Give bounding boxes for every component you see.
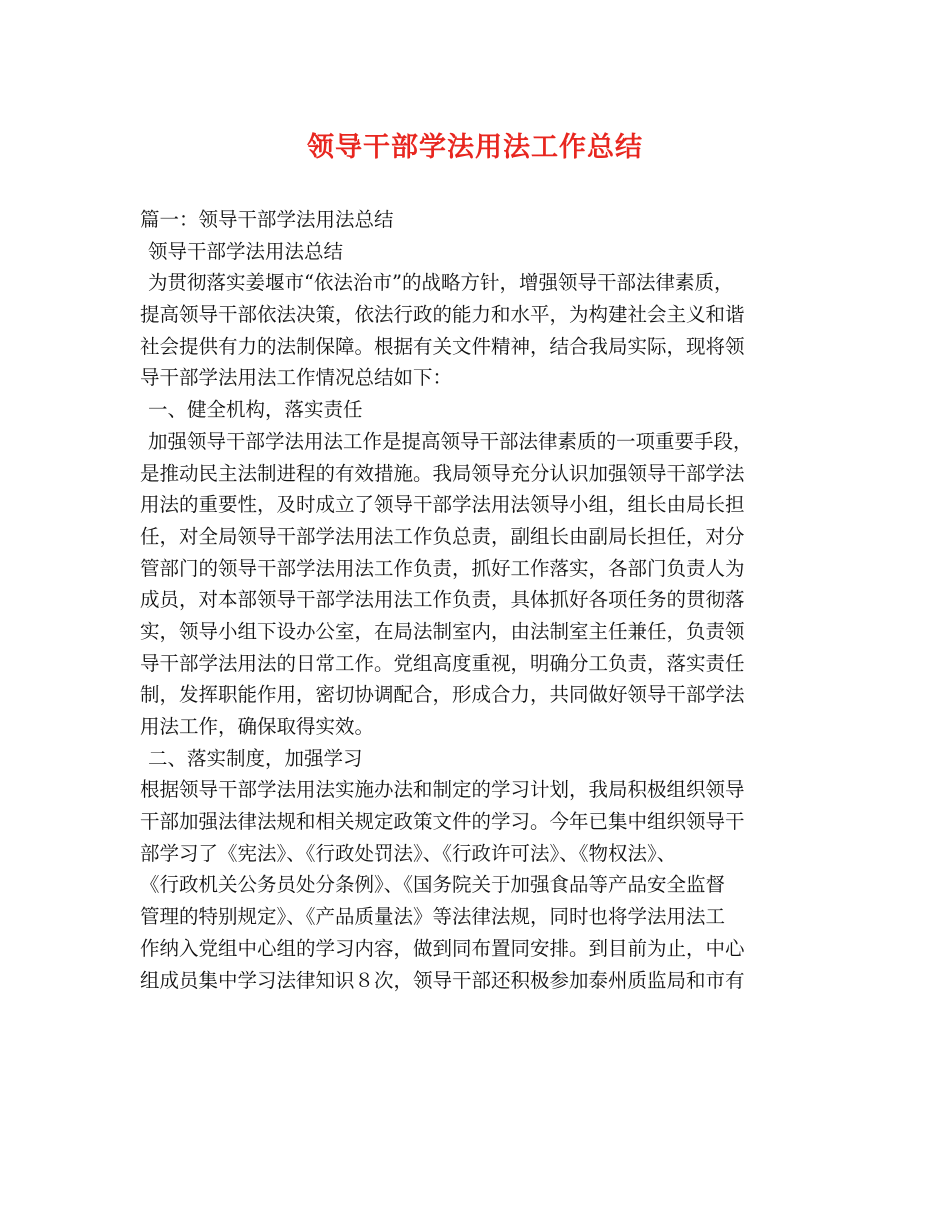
body-line: 成员，对本部领导干部学法用法工作负责，具体抓好各项任务的贯彻落 xyxy=(140,588,745,612)
body-line: 提高领导干部依法决策，依法行政的能力和水平，为构建社会主义和谐 xyxy=(140,303,745,327)
body-line: 为贯彻落实姜堰市“依法治市”的战略方针，增强领导干部法律素质， xyxy=(148,271,734,295)
document-title: 领导干部学法用法工作总结 xyxy=(307,132,643,163)
body-line: 用法的重要性，及时成立了领导干部学法用法领导小组，组长由局长担 xyxy=(140,493,745,517)
body-line: 导干部学法用法的日常工作。党组高度重视，明确分工负责，落实责任 xyxy=(140,651,745,675)
body-line: 组成员集中学习法律知识８次，领导干部还积极参加泰州质监局和市有 xyxy=(140,968,745,992)
body-line: 干部加强法律法规和相关规定政策文件的学习。今年已集中组织领导干 xyxy=(140,810,745,834)
body-line: 篇一：领导干部学法用法总结 xyxy=(140,208,394,231)
body-line: 用法工作，确保取得实效。 xyxy=(140,715,375,738)
body-line: 《行政机关公务员处分条例》、《国务院关于加强食品等产品安全监督 xyxy=(140,873,726,897)
body-line: 管部门的领导干部学法用法工作负责，抓好工作落实，各部门负责人为 xyxy=(140,556,745,580)
body-line: 作纳入党组中心组的学习内容，做到同布置同安排。到目前为止，中心 xyxy=(140,936,745,960)
body-line: 二、落实制度，加强学习 xyxy=(148,746,363,770)
body-line: 是推动民主法制进程的有效措施。我局领导充分认识加强领导干部学法 xyxy=(140,461,745,485)
body-line: 导干部学法用法工作情况总结如下： xyxy=(140,366,453,390)
body-line: 制，发挥职能作用，密切协调配合，形成合力，共同做好领导干部学法 xyxy=(140,683,745,707)
body-line: 实，领导小组下设办公室，在局法制室内，由法制室主任兼任，负责领 xyxy=(140,619,745,643)
body-line: 社会提供有力的法制保障。根据有关文件精神，结合我局实际，现将领 xyxy=(140,334,745,358)
body-line: 一、健全机构，落实责任 xyxy=(148,398,363,422)
document-body xyxy=(140,204,830,996)
body-line: 领导干部学法用法总结 xyxy=(148,239,344,263)
body-line: 部学习了《宪法》、《行政处罚法》、《行政许可法》、《物权法》、 xyxy=(140,841,677,865)
body-line: 加强领导干部学法用法工作是提高领导干部法律素质的一项重要手段， xyxy=(148,429,753,453)
body-line: 根据领导干部学法用法实施办法和制定的学习计划，我局积极组织领导 xyxy=(140,778,745,802)
body-line: 任，对全局领导干部学法用法工作负总责，副组长由副局长担任，对分 xyxy=(140,524,745,548)
body-line: 管理的特别规定》、《产品质量法》等法律法规，同时也将学法用法工 xyxy=(140,905,726,929)
